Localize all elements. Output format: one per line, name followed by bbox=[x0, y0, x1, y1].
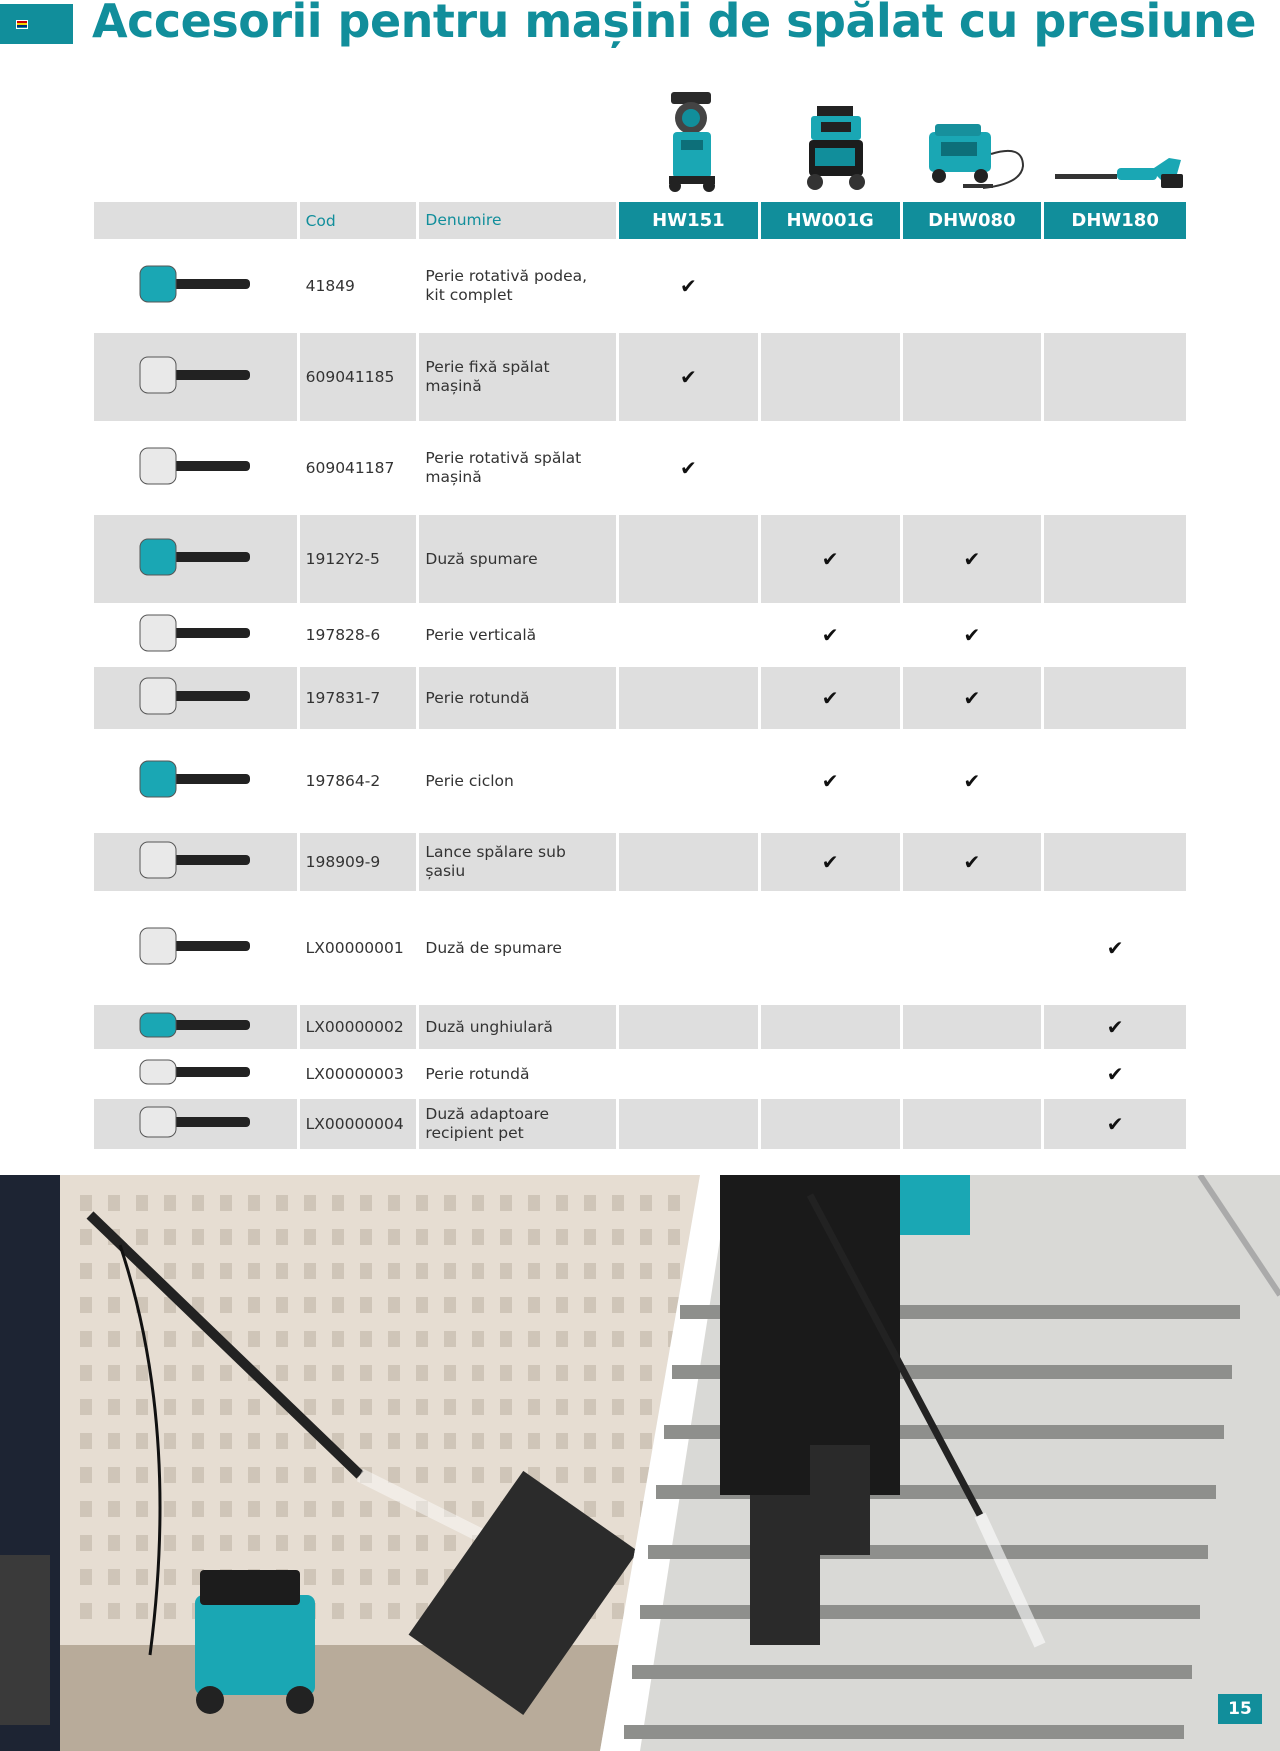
accessory-image-cell bbox=[94, 894, 300, 1002]
compat-dhw080 bbox=[903, 1005, 1045, 1049]
accessory-name: Perie ciclon bbox=[419, 732, 619, 830]
product-image-hw001g bbox=[765, 82, 907, 194]
accessory-name: Perie rotundă bbox=[419, 1052, 619, 1096]
checkmark-icon: ✔ bbox=[963, 686, 981, 710]
accessory-image-cell bbox=[94, 833, 300, 891]
checkmark-icon: ✔ bbox=[680, 365, 697, 389]
checkmark-icon: ✔ bbox=[680, 274, 697, 298]
table-row bbox=[94, 424, 1186, 512]
accessory-code: LX00000002 bbox=[300, 1005, 420, 1049]
table-row bbox=[94, 333, 1186, 421]
table-row bbox=[94, 732, 1186, 830]
compat-hw001g bbox=[761, 1005, 903, 1049]
compat-hw151 bbox=[619, 732, 761, 830]
accessory-image-cell bbox=[94, 1052, 300, 1096]
checkmark-icon: ✔ bbox=[821, 769, 839, 793]
accessory-code: 197831-7 bbox=[300, 667, 420, 729]
round-brush-image bbox=[130, 673, 260, 723]
table-row bbox=[94, 1005, 1186, 1049]
compat-hw151 bbox=[619, 242, 761, 330]
compat-hw151 bbox=[619, 1005, 761, 1049]
compat-dhw180 bbox=[1044, 333, 1186, 421]
checkmark-icon: ✔ bbox=[1106, 936, 1124, 960]
compat-dhw180 bbox=[1044, 667, 1186, 729]
cyclone-brush-image bbox=[130, 738, 260, 824]
checkmark-icon: ✔ bbox=[963, 547, 981, 571]
accessory-code: LX00000003 bbox=[300, 1052, 420, 1096]
checkmark-icon: ✔ bbox=[963, 769, 981, 793]
header-name-label: Denumire bbox=[425, 211, 502, 229]
accessory-code: 41849 bbox=[300, 242, 420, 330]
compat-dhw180 bbox=[1044, 242, 1186, 330]
accessory-name: Perie verticală bbox=[419, 606, 619, 664]
product-image-dhw080 bbox=[907, 82, 1049, 194]
language-tab bbox=[0, 4, 73, 44]
bottle-adapter-image bbox=[130, 1105, 260, 1143]
compat-hw001g bbox=[761, 515, 903, 603]
compat-dhw180 bbox=[1044, 606, 1186, 664]
accessory-name: Duză de spumare bbox=[419, 894, 619, 1002]
compat-dhw180 bbox=[1044, 833, 1186, 891]
compat-dhw080 bbox=[903, 1052, 1045, 1096]
compat-hw151 bbox=[619, 333, 761, 421]
compat-hw151 bbox=[619, 833, 761, 891]
accessory-image-cell bbox=[94, 424, 300, 512]
table-row bbox=[94, 606, 1186, 664]
table-row bbox=[94, 667, 1186, 729]
checkmark-icon: ✔ bbox=[821, 850, 839, 874]
compat-hw001g bbox=[761, 1052, 903, 1096]
foam-nozzle-image bbox=[130, 521, 260, 597]
compat-dhw080 bbox=[903, 1099, 1045, 1149]
photo-pressure-washer-stairs bbox=[560, 1175, 1280, 1751]
compat-dhw080 bbox=[903, 515, 1045, 603]
compat-dhw180 bbox=[1044, 424, 1186, 512]
header-code bbox=[300, 202, 420, 239]
header-image-cell bbox=[94, 202, 300, 239]
table-row bbox=[94, 242, 1186, 330]
accessory-name: Duză spumare bbox=[419, 515, 619, 603]
accessory-code: 197828-6 bbox=[300, 606, 420, 664]
compat-hw151 bbox=[619, 606, 761, 664]
product-image-hw151 bbox=[623, 82, 765, 194]
checkmark-icon: ✔ bbox=[963, 623, 981, 647]
checkmark-icon: ✔ bbox=[821, 547, 839, 571]
underbody-lance-image bbox=[130, 839, 260, 885]
compat-dhw080 bbox=[903, 333, 1045, 421]
compat-hw151 bbox=[619, 1099, 761, 1149]
compat-hw001g bbox=[761, 1099, 903, 1149]
angled-nozzle-image bbox=[130, 1011, 260, 1043]
accessory-name: Lance spălare sub șasiu bbox=[419, 833, 619, 891]
compat-hw151 bbox=[619, 424, 761, 512]
accessory-image-cell bbox=[94, 667, 300, 729]
page-title: Accesorii pentru mașini de spălat cu presiune bbox=[92, 0, 1256, 48]
compat-dhw080 bbox=[903, 424, 1045, 512]
compat-dhw180 bbox=[1044, 1005, 1186, 1049]
compat-dhw180 bbox=[1044, 1052, 1186, 1096]
accessory-image-cell bbox=[94, 242, 300, 330]
checkmark-icon: ✔ bbox=[1106, 1062, 1124, 1086]
compat-hw001g bbox=[761, 667, 903, 729]
accessory-name: Perie rotundă bbox=[419, 667, 619, 729]
accessory-code: 609041185 bbox=[300, 333, 420, 421]
table-row bbox=[94, 894, 1186, 1002]
table-row bbox=[94, 833, 1186, 891]
table-row bbox=[94, 1052, 1186, 1096]
compat-dhw080 bbox=[903, 667, 1045, 729]
compat-hw001g bbox=[761, 424, 903, 512]
fixed-brush-image bbox=[130, 339, 260, 415]
rotary-car-brush-image bbox=[130, 430, 260, 506]
compat-hw001g bbox=[761, 833, 903, 891]
header-model-hw001g: HW001G bbox=[761, 202, 903, 239]
accessories-table bbox=[94, 202, 1186, 1149]
compat-hw151 bbox=[619, 667, 761, 729]
header-code-label: Cod bbox=[305, 211, 336, 230]
compat-dhw080 bbox=[903, 732, 1045, 830]
romania-flag-icon bbox=[16, 20, 28, 29]
accessory-image-cell bbox=[94, 515, 300, 603]
compat-hw001g bbox=[761, 242, 903, 330]
accessory-name: Perie rotativă podea, kit complet bbox=[419, 242, 619, 330]
compat-hw151 bbox=[619, 1052, 761, 1096]
accessory-image-cell bbox=[94, 1099, 300, 1149]
header-model-dhw180: DHW180 bbox=[1044, 202, 1186, 239]
page-number: 15 bbox=[1218, 1694, 1262, 1724]
accessory-code: 197864-2 bbox=[300, 732, 420, 830]
accessory-image-cell bbox=[94, 333, 300, 421]
round-brush-image bbox=[130, 1058, 260, 1090]
header-name bbox=[419, 202, 619, 239]
compat-hw001g bbox=[761, 732, 903, 830]
accessory-image-cell bbox=[94, 1005, 300, 1049]
checkmark-icon: ✔ bbox=[1106, 1112, 1124, 1136]
checkmark-icon: ✔ bbox=[821, 623, 839, 647]
compat-hw151 bbox=[619, 894, 761, 1002]
checkmark-icon: ✔ bbox=[821, 686, 839, 710]
accessory-code: LX00000004 bbox=[300, 1099, 420, 1149]
table-body bbox=[94, 239, 1186, 1149]
accessory-name: Duză unghiulară bbox=[419, 1005, 619, 1049]
checkmark-icon: ✔ bbox=[1106, 1015, 1124, 1039]
accessory-image-cell bbox=[94, 606, 300, 664]
accessory-name: Duză adaptoare recipient pet bbox=[419, 1099, 619, 1149]
checkmark-icon: ✔ bbox=[963, 850, 981, 874]
accessory-code: 1912Y2-5 bbox=[300, 515, 420, 603]
compat-hw001g bbox=[761, 333, 903, 421]
accessory-code: 198909-9 bbox=[300, 833, 420, 891]
product-image-dhw180 bbox=[1049, 82, 1191, 194]
vertical-brush-image bbox=[130, 612, 260, 658]
header-model-dhw080: DHW080 bbox=[903, 202, 1045, 239]
table-row bbox=[94, 515, 1186, 603]
compat-dhw080 bbox=[903, 606, 1045, 664]
header-model-hw151: HW151 bbox=[619, 202, 761, 239]
accessory-name: Perie rotativă spălat mașină bbox=[419, 424, 619, 512]
table-row bbox=[94, 1099, 1186, 1149]
compat-dhw180 bbox=[1044, 1099, 1186, 1149]
compat-dhw180 bbox=[1044, 732, 1186, 830]
compat-hw151 bbox=[619, 515, 761, 603]
compat-dhw080 bbox=[903, 242, 1045, 330]
accessory-code: LX00000001 bbox=[300, 894, 420, 1002]
accessory-image-cell bbox=[94, 732, 300, 830]
accessory-name: Perie fixă spălat mașină bbox=[419, 333, 619, 421]
compat-hw001g bbox=[761, 894, 903, 1002]
compat-dhw180 bbox=[1044, 894, 1186, 1002]
compat-hw001g bbox=[761, 606, 903, 664]
checkmark-icon: ✔ bbox=[680, 456, 697, 480]
accessory-code: 609041187 bbox=[300, 424, 420, 512]
flag-stripe bbox=[17, 25, 27, 27]
table-header-row bbox=[94, 202, 1186, 239]
foam-nozzle-image bbox=[130, 900, 260, 996]
compat-dhw080 bbox=[903, 894, 1045, 1002]
compat-dhw180 bbox=[1044, 515, 1186, 603]
rotary-floor-brush-image bbox=[130, 248, 260, 324]
compat-dhw080 bbox=[903, 833, 1045, 891]
